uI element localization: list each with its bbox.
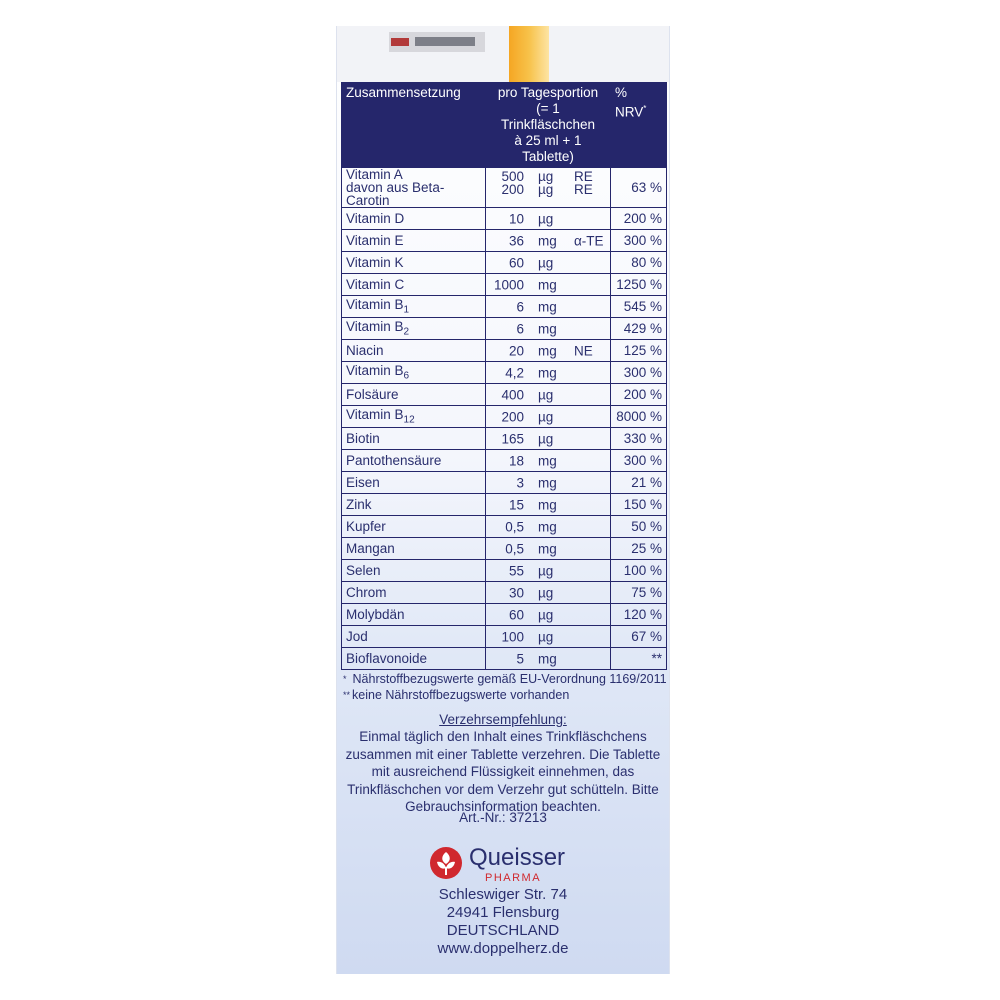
nutrient-label: Vitamin B — [346, 363, 404, 379]
nutrient-amount — [486, 472, 611, 494]
orange-stripe — [509, 26, 549, 82]
nutrient-nrv: 125 % — [611, 340, 667, 362]
nutrient-label: Molybdän — [346, 607, 405, 622]
amount-value: 4,2 — [505, 365, 524, 380]
nutrient-name — [342, 406, 486, 428]
amount-unit: mg — [538, 277, 557, 292]
nutrient-amount — [486, 362, 611, 384]
nutrient-name — [342, 230, 486, 252]
nutrient-name — [342, 626, 486, 648]
amount-extra: α-TE — [574, 233, 604, 248]
nutrient-name — [342, 428, 486, 450]
nutrient-subscript: 2 — [403, 326, 410, 338]
amount-unit: mg — [538, 519, 557, 534]
amount-unit: µg — [538, 182, 554, 197]
amount-unit: µg — [538, 211, 554, 226]
amount-unit: mg — [538, 453, 557, 468]
header-nrv: % NRV* — [611, 83, 667, 168]
table-row — [342, 406, 667, 428]
amount-value: 55 — [508, 563, 524, 578]
amount-unit: mg — [538, 343, 557, 358]
nutrient-amount — [486, 340, 611, 362]
table-row — [342, 252, 667, 274]
amount-value: 1000 — [493, 277, 524, 292]
nutrient-label: Kupfer — [346, 519, 386, 534]
table-row — [342, 362, 667, 384]
amount-unit: µg — [538, 607, 554, 622]
amount-value: 200 — [501, 182, 524, 197]
nutrient-label: Eisen — [346, 475, 380, 490]
nutrient-name — [342, 362, 486, 384]
amount-unit: µg — [538, 431, 554, 446]
table-row — [342, 318, 667, 340]
amount-unit: µg — [538, 169, 554, 184]
amount-value: 15 — [508, 497, 524, 512]
nutrient-amount — [486, 582, 611, 604]
nutrient-amount — [486, 428, 611, 450]
nutrient-name — [342, 318, 486, 340]
nutrient-label: Vitamin A — [346, 167, 403, 182]
address-city: 24941 Flensburg — [446, 904, 560, 921]
nutrient-name — [342, 516, 486, 538]
amount-value: 500 — [501, 169, 524, 184]
nutrient-label: Vitamin B — [346, 319, 404, 335]
amount-value: 0,5 — [505, 541, 524, 556]
table-header-row — [342, 83, 667, 168]
table-row — [342, 450, 667, 472]
amount-value: 36 — [508, 233, 524, 248]
header-per-portion: pro Tagesportion (= 1 Trinkfläschchen à 25 ml + 1 Tablette) — [486, 83, 611, 168]
nutrient-amount — [486, 406, 611, 428]
nutrient-amount — [486, 208, 611, 230]
nutrient-amount — [486, 384, 611, 406]
nutrient-nrv: 8000 % — [611, 406, 667, 428]
nutrient-label: Selen — [346, 563, 381, 578]
amount-unit: mg — [538, 497, 557, 512]
nutrient-nrv: 429 % — [611, 318, 667, 340]
nutrient-name — [342, 582, 486, 604]
table-row — [342, 208, 667, 230]
nutrient-nrv: 150 % — [611, 494, 667, 516]
nutrient-label: Vitamin B — [346, 407, 404, 423]
header-composition: Zusammensetzung — [342, 83, 486, 168]
amount-value: 6 — [516, 299, 524, 314]
package-top-strip — [337, 26, 669, 82]
nutrient-subscript: 12 — [403, 414, 415, 426]
nutrition-table — [341, 82, 667, 670]
nutrient-amount — [486, 626, 611, 648]
footnotes — [343, 671, 667, 703]
nutrient-label: Vitamin C — [346, 277, 405, 292]
nutrient-name — [342, 494, 486, 516]
amount-value: 10 — [508, 211, 524, 226]
nutrient-amount — [486, 560, 611, 582]
address-country: DEUTSCHLAND — [446, 922, 560, 939]
amount-unit: µg — [538, 563, 554, 578]
footnote-1: * Nährstoffbezugswerte gemäß EU-Verordnung 1169/2011 — [343, 672, 667, 686]
nutrient-name — [342, 252, 486, 274]
footnote-2: ** keine Nährstoffbezugswerte vorhanden — [343, 688, 570, 702]
nutrient-nrv: 200 % — [611, 208, 667, 230]
amount-unit: µg — [538, 585, 554, 600]
queisser-leaf-logo-icon — [429, 846, 463, 880]
nutrient-amount — [486, 604, 611, 626]
nutrient-label: Bioflavonoide — [346, 651, 428, 666]
amount-value: 200 — [501, 409, 524, 424]
table-row — [342, 604, 667, 626]
nutrient-label: Vitamin E — [346, 233, 404, 248]
amount-value: 60 — [508, 607, 524, 622]
nutrient-name — [342, 208, 486, 230]
nutrient-nrv: 300 % — [611, 362, 667, 384]
nutrient-amount — [486, 168, 611, 208]
amount-value: 0,5 — [505, 519, 524, 534]
nutrient-nrv: 300 % — [611, 450, 667, 472]
nutrient-amount — [486, 450, 611, 472]
nutrient-nrv: 120 % — [611, 604, 667, 626]
nutrient-name — [342, 340, 486, 362]
nutrient-name — [342, 560, 486, 582]
nutrient-label: Vitamin D — [346, 211, 405, 226]
amount-extra: RE — [574, 182, 593, 197]
table-row — [342, 582, 667, 604]
table-row — [342, 472, 667, 494]
nutrient-nrv: 1250 % — [611, 274, 667, 296]
table-row — [342, 516, 667, 538]
nutrient-subscript: 6 — [403, 370, 410, 382]
nutrient-name — [342, 450, 486, 472]
amount-value: 100 — [501, 629, 524, 644]
nutrient-amount — [486, 494, 611, 516]
recommendation-title: Verzehrsempfehlung: — [439, 712, 567, 727]
nutrient-label: Niacin — [346, 343, 384, 358]
table-row — [342, 648, 667, 670]
nutrient-nrv: 300 % — [611, 230, 667, 252]
amount-unit: µg — [538, 387, 554, 402]
nutrient-nrv: 50 % — [611, 516, 667, 538]
nutrient-amount — [486, 538, 611, 560]
nutrient-label: Biotin — [346, 431, 380, 446]
nutrient-amount — [486, 274, 611, 296]
nutrient-amount — [486, 296, 611, 318]
nutrient-name — [342, 604, 486, 626]
amount-unit: mg — [538, 233, 557, 248]
brand-sub: PHARMA — [485, 872, 542, 884]
nutrient-label: Zink — [346, 497, 372, 512]
nutrient-label: Pantothensäure — [346, 453, 442, 468]
amount-unit: mg — [538, 365, 557, 380]
amount-unit: mg — [538, 541, 557, 556]
amount-unit: mg — [538, 651, 557, 666]
nutrient-nrv: 545 % — [611, 296, 667, 318]
amount-value: 20 — [508, 343, 524, 358]
nutrient-amount — [486, 230, 611, 252]
amount-unit: mg — [538, 475, 557, 490]
nutrient-label: Jod — [346, 629, 368, 644]
table-row — [342, 494, 667, 516]
table-row — [342, 626, 667, 648]
nutrient-label: Folsäure — [346, 387, 399, 402]
address-web: www.doppelherz.de — [437, 940, 569, 957]
table-row — [342, 274, 667, 296]
table-row — [342, 428, 667, 450]
nutrient-nrv: ** — [611, 648, 667, 670]
amount-value: 6 — [516, 321, 524, 336]
nutrient-amount — [486, 648, 611, 670]
amount-extra: RE — [574, 169, 593, 184]
nutrient-nrv: 25 % — [611, 538, 667, 560]
amount-value: 18 — [508, 453, 524, 468]
nutrient-nrv: 67 % — [611, 626, 667, 648]
nutrient-name — [342, 296, 486, 318]
product-image-fragment — [389, 32, 485, 52]
amount-value: 30 — [508, 585, 524, 600]
company-address — [337, 886, 669, 958]
nutrient-nrv: 21 % — [611, 472, 667, 494]
amount-unit: µg — [538, 629, 554, 644]
amount-value: 60 — [508, 255, 524, 270]
brand-logo — [429, 844, 589, 884]
table-row — [342, 384, 667, 406]
table-row — [342, 296, 667, 318]
table-row — [342, 168, 667, 208]
nutrient-nrv: 80 % — [611, 252, 667, 274]
nutrient-name — [342, 538, 486, 560]
table-row — [342, 230, 667, 252]
amount-unit: µg — [538, 409, 554, 424]
amount-unit: mg — [538, 299, 557, 314]
nutrient-amount — [486, 516, 611, 538]
amount-unit: mg — [538, 321, 557, 336]
amount-unit: µg — [538, 255, 554, 270]
amount-value: 3 — [516, 475, 524, 490]
nutrient-amount — [486, 318, 611, 340]
nutrient-sublabel: davon aus Beta-Carotin — [346, 180, 445, 208]
recommendation-text: Einmal täglich den Inhalt eines Trinkfläschchens zusammen mit einer Tablette verzehren. Die Tablette mit ausreichend Flüssigkeit einnehmen, das Trinkfläschchen vor dem Verzehr gut schütteln. Bitte Gebrauchsinformation beachten. — [345, 729, 661, 814]
nutrient-name — [342, 384, 486, 406]
nutrient-nrv: 200 % — [611, 384, 667, 406]
nutrient-nrv: 63 % — [611, 168, 667, 208]
nutrient-subscript: 1 — [403, 304, 410, 316]
amount-value: 5 — [516, 651, 524, 666]
nutrient-nrv: 100 % — [611, 560, 667, 582]
nutrient-amount — [486, 252, 611, 274]
amount-extra: NE — [574, 343, 593, 358]
nutrient-label: Chrom — [346, 585, 387, 600]
nutrient-nrv: 75 % — [611, 582, 667, 604]
nutrient-label: Vitamin K — [346, 255, 404, 270]
nutrient-name — [342, 168, 486, 208]
table-row — [342, 538, 667, 560]
nutrient-name — [342, 274, 486, 296]
nutrient-label: Vitamin B — [346, 297, 404, 313]
package-side-panel — [336, 26, 670, 974]
nutrient-name — [342, 648, 486, 670]
nutrient-nrv: 330 % — [611, 428, 667, 450]
amount-value: 400 — [501, 387, 524, 402]
table-row — [342, 340, 667, 362]
brand-name: Queisser — [469, 844, 566, 871]
nutrient-label: Mangan — [346, 541, 395, 556]
table-row — [342, 560, 667, 582]
nutrient-name — [342, 472, 486, 494]
article-number: Art.-Nr.: 37213 — [459, 810, 547, 825]
address-street: Schleswiger Str. 74 — [438, 886, 568, 903]
amount-value: 165 — [501, 431, 524, 446]
